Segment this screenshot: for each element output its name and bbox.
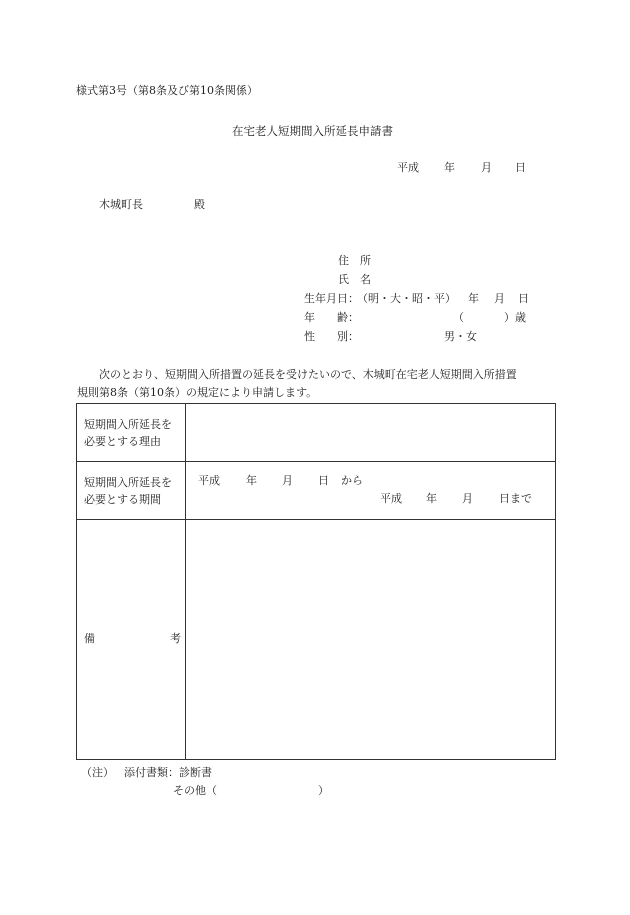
period-row: [77, 462, 556, 520]
date-era: 平成: [397, 161, 419, 174]
body-line-1: 次のとおり、短期間入所措置の延長を受けたいので、木城町在宅老人短期間入所措置: [99, 368, 517, 381]
note-other: その他（: [173, 784, 217, 797]
remarks-row: [77, 520, 556, 760]
remarks-label-1: 備: [84, 631, 95, 645]
period-from-month: 月: [282, 474, 293, 487]
body-line-2: 規則第8条（第10条）の規定により申請します。: [77, 386, 318, 399]
reason-row: [77, 404, 556, 462]
period-from-era: 平成: [198, 474, 220, 487]
period-to-era: 平成: [380, 492, 402, 505]
period-to-month: 月: [462, 492, 473, 505]
birth-month: 月: [494, 292, 505, 305]
period-label-line-2: 必要とする期間: [84, 493, 161, 506]
name-label: 氏 名: [338, 273, 371, 286]
age-close: ）歳: [504, 311, 526, 324]
period-label-line-1: 短期間入所延長を: [84, 476, 172, 489]
birth-day: 日: [518, 292, 529, 305]
sex-label: 性 別：: [304, 330, 359, 343]
reason-label-line-2: 必要とする理由: [84, 435, 161, 448]
period-from-year: 年: [246, 474, 257, 487]
note-other-close: ）: [318, 784, 329, 797]
birth-label: 生年月日：: [304, 292, 359, 305]
application-table: [76, 403, 556, 760]
reason-field[interactable]: [186, 404, 556, 462]
age-label: 年 齢：: [304, 311, 359, 324]
birth-year: 年: [468, 292, 479, 305]
period-to-year: 年: [426, 492, 437, 505]
form-number: 様式第3号（第8条及び第10条関係）: [76, 84, 258, 97]
period-label-cell: [77, 462, 186, 520]
addressee-name: 木城町長: [99, 198, 143, 211]
remarks-field[interactable]: [186, 520, 556, 760]
reason-label-cell: [77, 404, 186, 462]
period-to-day: 日まで: [499, 492, 532, 505]
birth-eras: （明・大・昭・平）: [357, 292, 456, 305]
remarks-label-cell: [77, 520, 186, 760]
date-day: 日: [515, 161, 526, 174]
period-from-day: 日: [318, 474, 329, 487]
address-label: 住 所: [338, 254, 371, 267]
reason-label-line-1: 短期間入所延長を: [84, 418, 172, 431]
period-from-suffix: から: [341, 474, 363, 487]
sex-options: 男・女: [444, 330, 477, 343]
page-title: 在宅老人短期間入所延長申請書: [232, 124, 393, 138]
remarks-label-2: 考: [170, 631, 181, 645]
age-open: （: [453, 311, 464, 324]
date-month: 月: [481, 161, 492, 174]
note-marker: （注）: [81, 766, 114, 779]
addressee-honorific: 殿: [194, 198, 205, 211]
note-attachments: 添付書類：診断書: [124, 766, 212, 779]
period-field[interactable]: [186, 462, 556, 520]
date-year: 年: [444, 161, 455, 174]
